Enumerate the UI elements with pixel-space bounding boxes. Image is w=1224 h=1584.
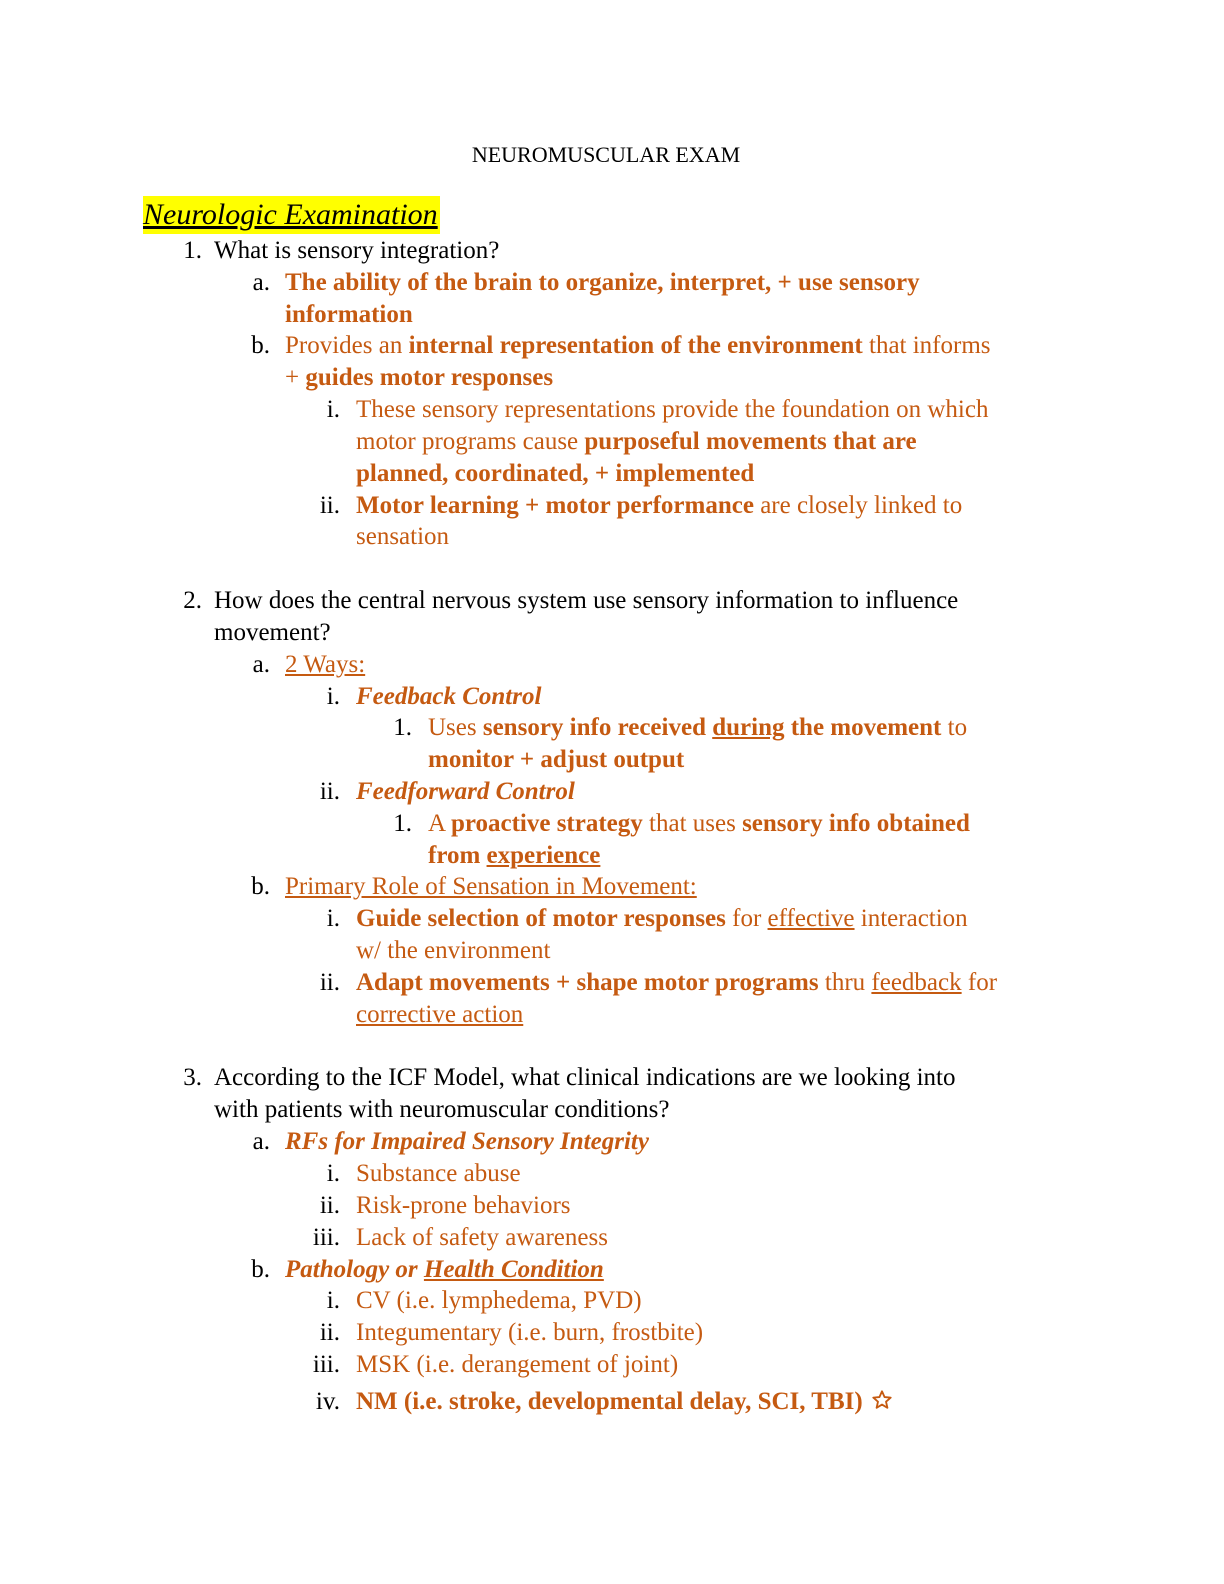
q2ai1-marker: 1. (393, 714, 412, 741)
q2ai1-line1: Uses sensory info received during the movement to (428, 714, 968, 741)
q1b-line2: + guides motor responses (285, 364, 554, 391)
star-outline-icon (871, 1388, 893, 1420)
q2bi-marker: i. (326, 905, 340, 932)
q1bii-marker: ii. (319, 492, 340, 519)
q3a-item-marker: i. (326, 1160, 340, 1187)
q1bi-line2: motor programs cause purposeful movements that are (356, 428, 917, 455)
q3a-item-marker: ii. (319, 1192, 340, 1219)
q1a-line1: The ability of the brain to organize, interpret, + use sensory (285, 269, 920, 296)
q3a-item-marker: iii. (312, 1224, 340, 1251)
q2-question-line2: movement? (214, 619, 331, 646)
q3b-item-marker: iv. (315, 1388, 340, 1415)
q2aii1-line2: from experience (428, 842, 601, 869)
q2ai1-line2: monitor + adjust output (428, 746, 685, 773)
q1bii-line2: sensation (356, 523, 450, 550)
q3a-marker: a. (252, 1128, 270, 1155)
q1a-line2: information (285, 301, 413, 328)
q3a-item: Lack of safety awareness (356, 1224, 608, 1251)
section-heading-neurologic-examination: Neurologic Examination (143, 196, 440, 234)
q3b-item: Integumentary (i.e. burn, frostbite) (356, 1319, 704, 1346)
q1b-line1: Provides an internal representation of the environment that informs (285, 332, 991, 359)
q1-question: What is sensory integration? (214, 237, 500, 264)
q3b-item-marker: ii. (319, 1319, 340, 1346)
q1bii-line1: Motor learning + motor performance are closely linked to (356, 492, 963, 519)
q2aii1-line1: A proactive strategy that uses sensory info obtained (428, 810, 970, 837)
q2-question-line1: How does the central nervous system use sensory information to influence (214, 587, 959, 614)
q2a-marker: a. (252, 651, 270, 678)
q3b-item: CV (i.e. lymphedema, PVD) (356, 1287, 642, 1314)
q1bi-line3: planned, coordinated, + implemented (356, 460, 755, 487)
q3b-label: Pathology or Health Condition (285, 1256, 604, 1283)
q3a-label: RFs for Impaired Sensory Integrity (285, 1128, 649, 1155)
q2bii-marker: ii. (319, 969, 340, 996)
q2bii-line1: Adapt movements + shape motor programs thru feedback for (356, 969, 998, 996)
q2a-label: 2 Ways: (285, 651, 366, 678)
q3b-item: MSK (i.e. derangement of joint) (356, 1351, 679, 1378)
q3-question-line2: with patients with neuromuscular conditions? (214, 1096, 670, 1123)
q3b-item-marker: i. (326, 1287, 340, 1314)
q2b-label: Primary Role of Sensation in Movement: (285, 873, 697, 900)
q3-question-line1: According to the ICF Model, what clinical indications are we looking into (214, 1064, 956, 1091)
q2bi-line2: w/ the environment (356, 937, 551, 964)
q2aii1-marker: 1. (393, 810, 412, 837)
q2ai-label: Feedback Control (356, 683, 542, 710)
q2aii-marker: ii. (319, 778, 340, 805)
q3b-item-marker: iii. (312, 1351, 340, 1378)
q2ai-marker: i. (326, 683, 340, 710)
q2aii-label: Feedforward Control (356, 778, 575, 805)
q3-number: 3. (183, 1064, 202, 1091)
q3b-item-nm: NM (i.e. stroke, developmental delay, SCI, TBI) (356, 1386, 893, 1420)
q3b-marker: b. (251, 1256, 270, 1283)
q1-number: 1. (183, 237, 202, 264)
document-title: NEUROMUSCULAR EXAM (471, 142, 741, 167)
q1a-marker: a. (252, 269, 270, 296)
q2b-marker: b. (251, 873, 270, 900)
q1b-marker: b. (251, 332, 270, 359)
q1bi-line1: These sensory representations provide the foundation on which (356, 396, 989, 423)
q2-number: 2. (183, 587, 202, 614)
q3a-item: Substance abuse (356, 1160, 521, 1187)
q2bii-line2: corrective action (356, 1001, 524, 1028)
q1bi-marker: i. (326, 396, 340, 423)
q3a-item: Risk-prone behaviors (356, 1192, 571, 1219)
q2bi-line1: Guide selection of motor responses for effective interaction (356, 905, 968, 932)
